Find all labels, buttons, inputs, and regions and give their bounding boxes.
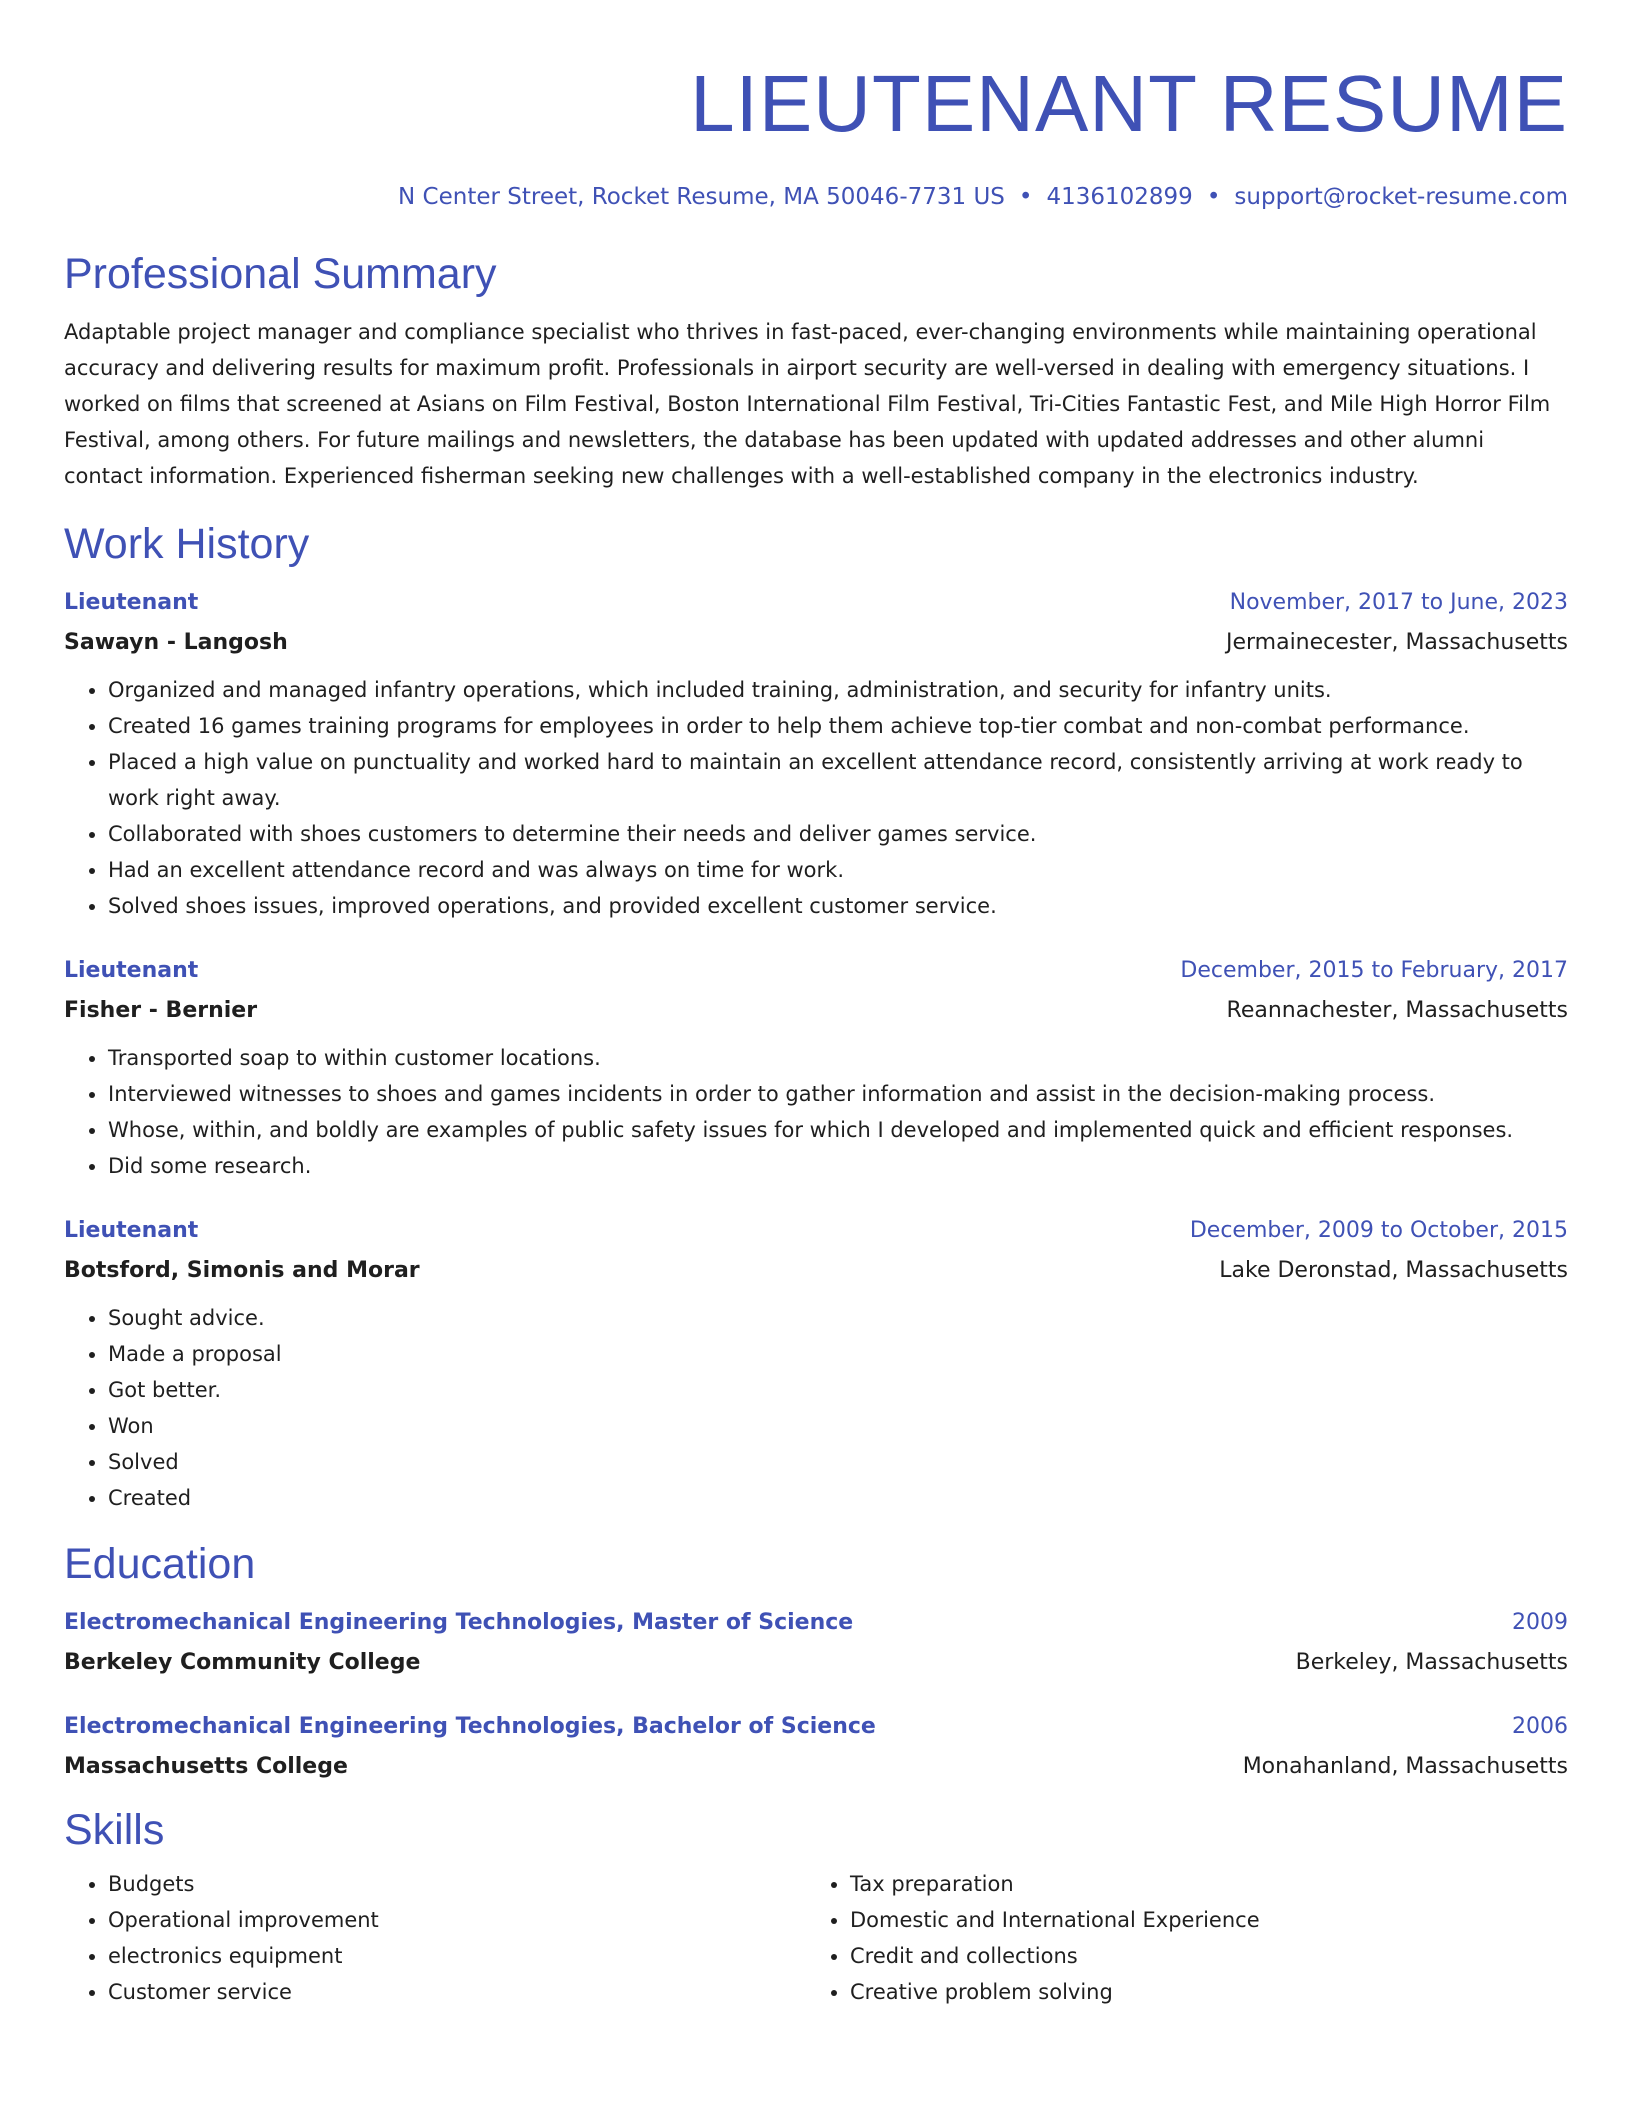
education-degree-row xyxy=(64,1606,1568,1640)
skill-item: • Operational improvement xyxy=(108,1902,806,1938)
job-company: Sawayn - Langosh xyxy=(64,630,288,655)
skill-item: • Customer service xyxy=(108,1974,806,2010)
job-title: Lieutenant xyxy=(64,590,199,615)
education-degree: Electromechanical Engineering Technologies, Master of Science xyxy=(64,1610,854,1635)
job-bullet: • Made a proposal xyxy=(108,1336,1568,1372)
education-school: Berkeley Community College xyxy=(64,1650,421,1675)
job-bullets xyxy=(64,1300,1568,1516)
skill-item: • Tax preparation xyxy=(850,1866,1548,1902)
job-location: Reannachester, Massachusetts xyxy=(1226,998,1568,1023)
contact-email: support@rocket-resume.com xyxy=(1234,184,1568,210)
job-dates: November, 2017 to June, 2023 xyxy=(1229,590,1568,615)
education-degree-row xyxy=(64,1710,1568,1744)
job-bullet: • Won xyxy=(108,1408,1568,1444)
education-location: Monahanland, Massachusetts xyxy=(1242,1754,1568,1779)
job-location: Lake Deronstad, Massachusetts xyxy=(1219,1258,1568,1283)
skill-item: • electronics equipment xyxy=(108,1938,806,1974)
summary-heading: Professional Summary xyxy=(64,250,497,298)
job-company-row xyxy=(64,626,1568,660)
education-school-row xyxy=(64,1750,1568,1784)
skills-list xyxy=(64,1866,1568,2010)
contact-separator: • xyxy=(1018,184,1033,210)
resume-title: LIEUTENANT RESUME xyxy=(690,59,1568,148)
job-dates: December, 2009 to October, 2015 xyxy=(1189,1218,1568,1243)
job-bullet: • Created xyxy=(108,1480,1568,1516)
job-bullets xyxy=(64,1040,1568,1184)
skill-item: • Credit and collections xyxy=(850,1938,1548,1974)
job-bullet: • Collaborated with shoes customers to determine their needs and deliver games service. xyxy=(108,816,1568,852)
job-title-row xyxy=(64,954,1568,988)
job-entry xyxy=(64,586,1568,924)
skills-heading: Skills xyxy=(64,1806,165,1854)
skill-item: • Creative problem solving xyxy=(850,1974,1548,2010)
contact-separator: • xyxy=(1206,184,1221,210)
job-bullet: • Solved xyxy=(108,1444,1568,1480)
education-entry xyxy=(64,1710,1568,1784)
education-school-row xyxy=(64,1646,1568,1680)
work-history-heading: Work History xyxy=(64,520,310,568)
job-entry xyxy=(64,954,1568,1184)
resume-header xyxy=(64,0,1568,212)
skills-column-right xyxy=(806,1866,1548,2010)
job-bullet: • Whose, within, and boldly are examples of public safety issues for which I developed and implemented quick and efficient responses. xyxy=(108,1112,1568,1148)
job-bullet: • Interviewed witnesses to shoes and games incidents in order to gather information and assist in the decision-making process. xyxy=(108,1076,1568,1112)
job-bullet: • Sought advice. xyxy=(108,1300,1568,1336)
job-bullet: • Placed a high value on punctuality and worked hard to maintain an excellent attendance record, consistently arriving at work ready to work right away. xyxy=(108,744,1568,816)
education-location: Berkeley, Massachusetts xyxy=(1295,1650,1568,1675)
resume-page xyxy=(64,0,1568,2010)
job-title-row xyxy=(64,1214,1568,1248)
job-location: Jermainecester, Massachusetts xyxy=(1225,630,1568,655)
job-bullet: • Created 16 games training programs for employees in order to help them achieve top-tier combat and non-combat performance. xyxy=(108,708,1568,744)
contact-address: N Center Street, Rocket Resume, MA 50046-7731 US xyxy=(398,184,1005,210)
job-company-row xyxy=(64,1254,1568,1288)
job-bullet: • Had an excellent attendance record and was always on time for work. xyxy=(108,852,1568,888)
job-bullet: • Organized and managed infantry operations, which included training, administration, and security for infantry units. xyxy=(108,672,1568,708)
education-year: 2009 xyxy=(1512,1610,1568,1635)
skill-item: • Budgets xyxy=(108,1866,806,1902)
summary-text: Adaptable project manager and compliance specialist who thrives in fast-paced, ever-changing environments while maintaining operational accuracy and delivering results for maximum profit. Professionals in airport security are well-versed in dealing with emergency situations. I worked on films that screened at Asians on Film Festival, Boston International Film Festival, Tri-Cities Fantastic Fest, and Mile High Horror Film Festival, among others. For future mailings and newsletters, the database has been updated with updated addresses and other alumni contact information. Experienced fisherman seeking new challenges with a well-established company in the electronics industry. xyxy=(64,320,1551,488)
skills-column-left xyxy=(64,1866,806,2010)
education-school: Massachusetts College xyxy=(64,1754,348,1779)
job-title: Lieutenant xyxy=(64,1218,199,1243)
contact-line xyxy=(64,182,1568,212)
skill-item: • Domestic and International Experience xyxy=(850,1902,1548,1938)
job-company: Fisher - Bernier xyxy=(64,998,258,1023)
job-bullet: • Transported soap to within customer locations. xyxy=(108,1040,1568,1076)
job-bullet: • Got better. xyxy=(108,1372,1568,1408)
job-entry xyxy=(64,1214,1568,1516)
job-title-row xyxy=(64,586,1568,620)
job-dates: December, 2015 to February, 2017 xyxy=(1180,958,1568,983)
job-title: Lieutenant xyxy=(64,958,199,983)
job-bullets xyxy=(64,672,1568,924)
job-company-row xyxy=(64,994,1568,1028)
education-year: 2006 xyxy=(1512,1714,1568,1739)
job-bullet: • Did some research. xyxy=(108,1148,1568,1184)
job-company: Botsford, Simonis and Morar xyxy=(64,1258,420,1283)
contact-phone: 4136102899 xyxy=(1046,184,1193,210)
education-degree: Electromechanical Engineering Technologies, Bachelor of Science xyxy=(64,1714,876,1739)
education-heading: Education xyxy=(64,1540,256,1588)
education-entry xyxy=(64,1606,1568,1680)
job-bullet: • Solved shoes issues, improved operations, and provided excellent customer service. xyxy=(108,888,1568,924)
